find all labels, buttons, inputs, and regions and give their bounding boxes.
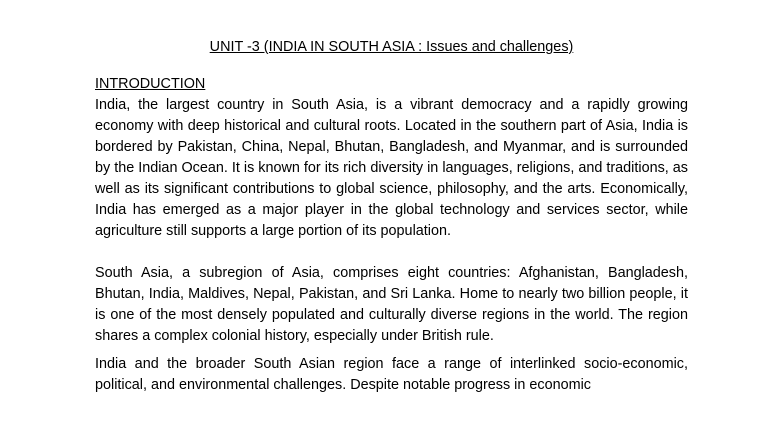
section-heading: INTRODUCTION — [95, 76, 206, 92]
paragraph-challenges: India and the broader South Asian region face a range of interlinked socio-economic, political, and environmental challenges. Despite notable progress in economic — [95, 356, 688, 393]
paragraph-south-asia: South Asia, a subregion of Asia, comprises eight countries: Afghanistan, Bangladesh, Bhutan, India, Maldives, Nepal, Pakistan, and Sri Lanka. Home to nearly two billion people, it is one of the most densely populated and culturally diverse regions in the world. The region shares a complex colonial history, especially under British rule. — [95, 265, 688, 344]
document-title: UNIT -3 (INDIA IN SOUTH ASIA : Issues and challenges) — [209, 39, 574, 55]
document-page — [95, 37, 688, 396]
paragraph-introduction: India, the largest country in South Asia, is a vibrant democracy and a rapidly growing economy with deep historical and cultural roots. Located in the southern part of Asia, India is bordered by Pakistan, China, Nepal, Bhutan, Bangladesh, and Myanmar, and is surrounded by the Indian Ocean. It is known for its rich diversity in languages, religions, and traditions, as well as its significant contributions to global science, philosophy, and the arts. Economically, India has emerged as a major player in the global technology and services sector, while agriculture still supports a large portion of its population. — [95, 97, 688, 239]
